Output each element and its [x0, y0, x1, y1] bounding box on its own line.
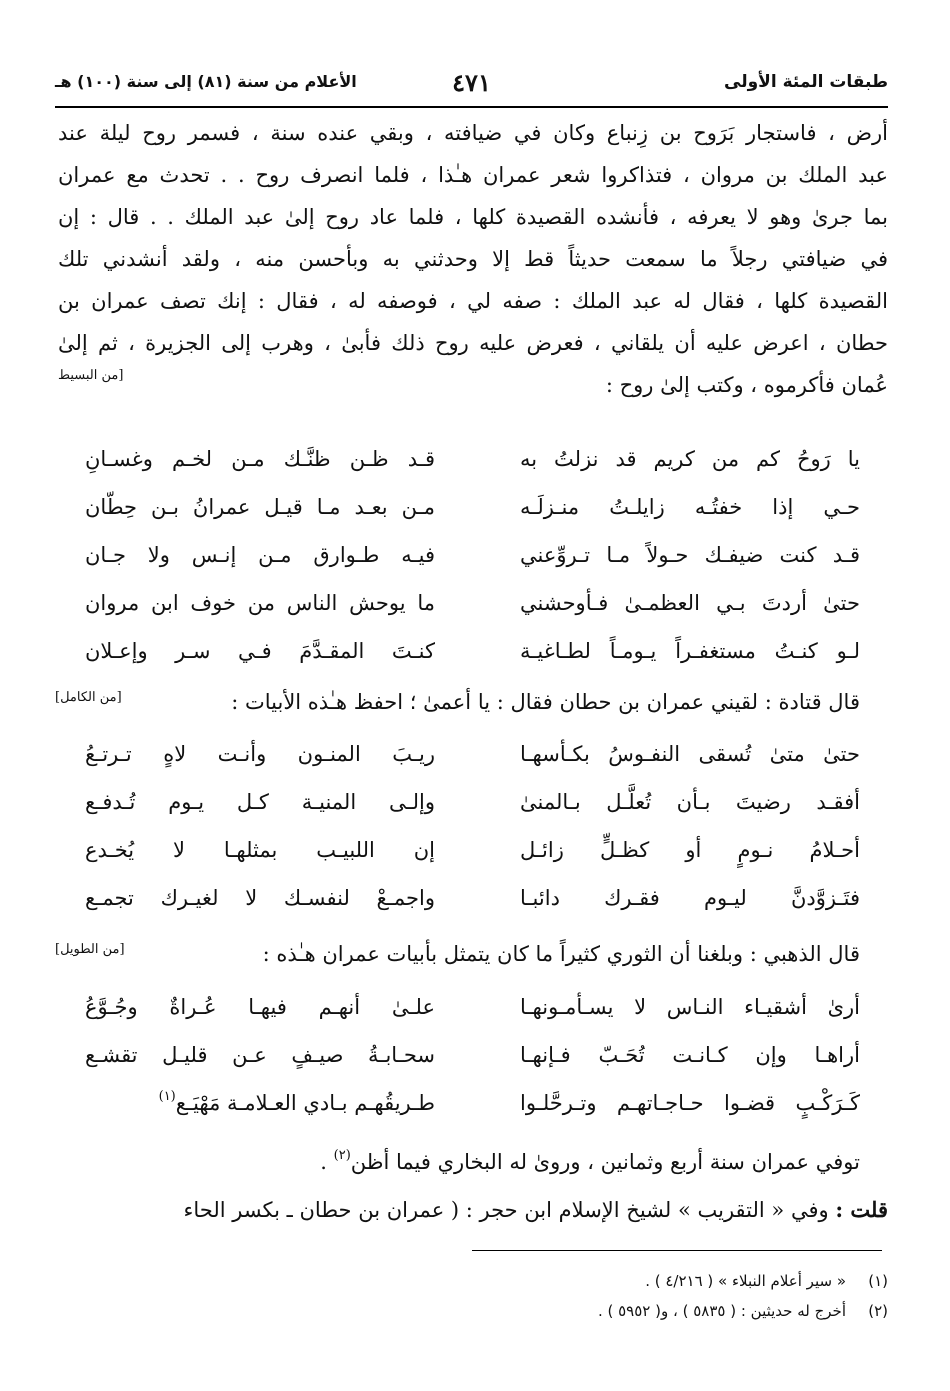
intro-text: قال قتادة : لقيني عمران بن حطان فقال : يا أعمىٰ ؛ احفظ هـٰذه الأبيات : [231, 690, 860, 714]
verse-second-hemistich: واجمـعْ لنفسـك لا لغيـرك تجمـع [85, 886, 435, 910]
taqrib-text: وفي « التقريب » لشيخ الإسلام ابن حجر : ( عمران بن حطان ـ بكسر الحاء [183, 1198, 836, 1222]
prose-paragraph-1 [58, 112, 888, 406]
poem-3 [85, 983, 860, 1127]
verse-first-hemistich: حتىٰ متىٰ تُسقى النفـوسُ بكـأسهـا [520, 742, 860, 766]
hemistich-text: طـريقُهـم بـادي العـلامـة مَهْيَـع [175, 1091, 435, 1115]
verse-first-hemistich: أراهـا وإن كـانـت تُحَـبّ فـإنهـا [520, 1043, 860, 1067]
verse-second-hemistich: وإلـى المنيـة كـل يـوم تُـدفـع [85, 790, 435, 814]
poem-3-intro [55, 934, 860, 974]
footnote-text: « سير أعلام النبلاء » ( ٤/٢١٦ ) . [645, 1272, 846, 1290]
verse-first-hemistich: فتَـزوَّدنَّ ليـوم فقـرك دائبـا [520, 886, 860, 910]
footnote-mark: (٢) [868, 1302, 888, 1320]
header-rule [55, 106, 888, 108]
verse-second-hemistich: مـن بعـد مـا قيـل عمرانُ بـن حِطّان [85, 495, 435, 519]
prose-line: في ضيافتي رجلاً ما سمعت حديثاً قط إلا وحدثني به وبأحسن منه ، ولقد أنشدني تلك [58, 247, 888, 271]
book-title: طبقات المئة الأولى [724, 72, 888, 92]
verse [85, 627, 860, 675]
poem-2-intro [55, 682, 860, 722]
verse-second-hemistich: ما يوحش الناس من خوف ابن مروان [85, 591, 435, 615]
verse [85, 483, 860, 531]
prose-line: القصيدة كلها ، فقال له عبد الملك : صفه لي ، فوصفه له ، فقال : إنك تصف عمران بن [58, 289, 888, 313]
prose-line [58, 364, 888, 406]
verse [85, 730, 860, 778]
verse-first-hemistich: لـو كنـتُ مستغفـراً يـومـاً لطـاغيـة [520, 639, 860, 663]
verse [85, 435, 860, 483]
verse [85, 531, 860, 579]
qultu-label: قلت : [835, 1197, 888, 1222]
taqrib-line [58, 1190, 888, 1230]
verse-first-hemistich: حـي إذا خفتُـه زايلـتُ منـزلَـه [520, 495, 860, 519]
verse-second-hemistich: سحـابـةُ صيـفٍ عـن قليـل تقشـع [85, 1043, 435, 1067]
poem-1 [85, 435, 860, 675]
verse-second-hemistich: ريـبَ المنـون وأنـت لاهٍ تـرتـعُ [85, 742, 435, 766]
verse [85, 1031, 860, 1079]
footnote-1 [645, 1272, 888, 1290]
verse [85, 874, 860, 922]
verse [85, 826, 860, 874]
intro-text: قال الذهبي : وبلغنا أن الثوري كثيراً ما كان يتمثل بأبيات عمران هـٰذه : [262, 942, 860, 966]
prose-line-text: عُمان فأكرموه ، وكتب إلىٰ روح : [605, 373, 888, 397]
prose-line: حطان ، اعرض عليه أن يلقاني ، فعرض عليه روح ذلك فأبىٰ ، وهرب إلى الجزيرة ، ثم إلىٰ [58, 331, 888, 355]
prose-line: بما جرىٰ وهو لا يعرفه ، فأنشده القصيدة كلها ، فلما عاد روح إلىٰ عبد الملك . . قال : إن [58, 205, 888, 229]
prose-line: عبد الملك بن مروان ، فتذاكروا شعر عمران هـٰذا ، فلما انصرف روح . . تحدث مع عمران [58, 163, 888, 187]
verse [85, 579, 860, 627]
verse-second-hemistich [85, 1079, 435, 1131]
verse-first-hemistich: أرىٰ أشقيـاء النـاس لا يسـأمـونهـا [520, 995, 860, 1019]
verse-first-hemistich: يا رَوحُ كم من كريم قد نزلتُ به [520, 447, 860, 471]
verse-first-hemistich: كَـرَكْـبٍ قضـوا حـاجـاتهـم وتـرحَّلـوا [520, 1091, 860, 1115]
prose-line: أرض ، فاستجار بَرَوح بن زِنباع وكان في ضيافته ، وبقي عنده سنة ، فسمر روح ليلة عند [58, 121, 888, 145]
meter-label-kamil: [من الكامل] [55, 690, 122, 705]
verse-second-hemistich: كنـتَ المقـدَّمَ فـي سـر وإعـلان [85, 639, 435, 663]
verse [85, 983, 860, 1031]
meter-label-tawil: [من الطويل] [55, 942, 125, 957]
verse [85, 778, 860, 826]
poem-2 [85, 730, 860, 922]
death-note-line [58, 1142, 860, 1182]
meter-label-basit: [من البسيط [58, 368, 124, 383]
death-end: . [320, 1150, 334, 1174]
footnote-ref-2[interactable]: (٢) [333, 1148, 351, 1163]
verse-first-hemistich: قـد كنت ضيفـك حـولاً مـا تـروِّعني [520, 543, 860, 567]
footnote-ref-1[interactable]: (١) [158, 1089, 176, 1104]
footnote-mark: (١) [868, 1272, 888, 1290]
section-title: الأعلام من سنة (٨١) إلى سنة (١٠٠) هـ [55, 72, 357, 91]
verse-first-hemistich: أحـلامُ نـومٍ أو كظـلٍّ زائـل [520, 838, 860, 862]
verse-second-hemistich: قـد ظـن ظنَّـك مـن لخـم وغسـانِ [85, 447, 435, 471]
footnote-text: أخرج له حديثين : ( ٥٨٣٥ ) ، و( ٥٩٥٢ ) . [597, 1302, 846, 1320]
footnote-rule [472, 1250, 882, 1251]
verse [85, 1079, 860, 1127]
running-header [55, 68, 888, 102]
verse-second-hemistich: علـىٰ أنهـم فيهـا عُـراةٌ وجُـوَّعُ [85, 995, 435, 1019]
verse-second-hemistich: فيـه طـوارق مـن إنـس ولا جـان [85, 543, 435, 567]
death-text: توفي عمران سنة أربع وثمانين ، وروىٰ له البخاري فيما أظن [350, 1150, 860, 1174]
verse-first-hemistich: أفقـد رضيتَ بـأن تُعلَّـل بـالمنىٰ [520, 790, 860, 814]
page-number: ٤٧١ [452, 68, 491, 97]
verse-first-hemistich: حتىٰ أردتَ بـي العظمـىٰ فـأوحشني [520, 591, 860, 615]
footnote-2 [598, 1302, 888, 1320]
verse-second-hemistich: إن اللبيـب بمثلهـا لا يُخـدع [85, 838, 435, 862]
